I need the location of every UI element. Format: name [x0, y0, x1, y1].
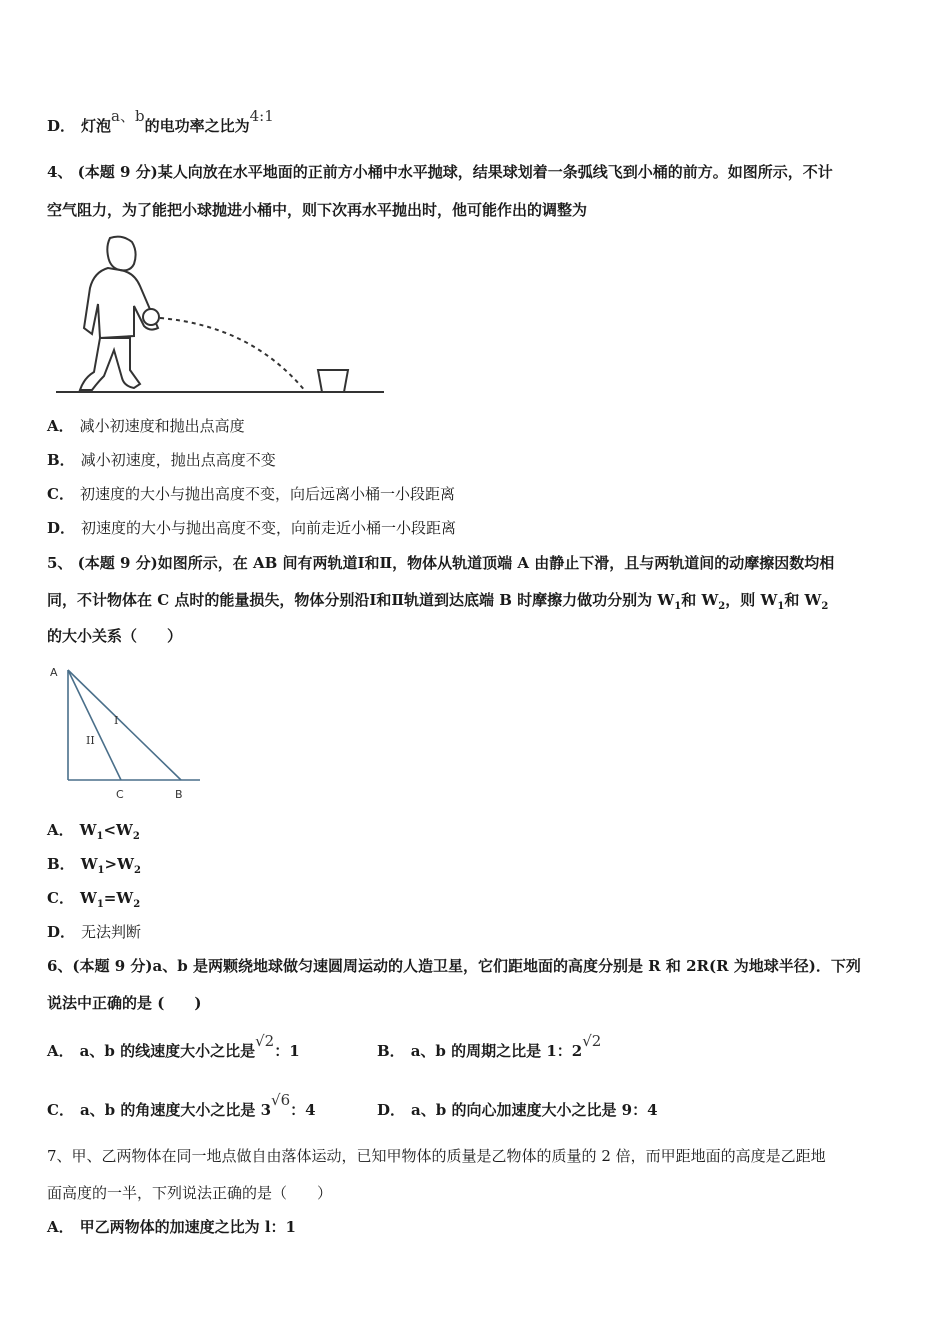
track-2-label: II — [86, 734, 95, 747]
sqrt-2-a: √2 — [255, 1032, 275, 1050]
q3-option-d: D． 灯泡a、b的电功率之比为4:1 — [47, 107, 274, 135]
q5-option-a: A． $W_1<W_2$ — [47, 821, 140, 842]
q6-stem-line2: 说法中正确的是 ( ) — [47, 994, 202, 1012]
q5-option-b: B． $W_1>W_2$ — [47, 855, 141, 876]
q7-option-a: A． 甲乙两物体的加速度之比为 l：1 — [47, 1218, 296, 1236]
sqrt-2-b: √2 — [582, 1032, 602, 1050]
q4-option-d: D． 初速度的大小与抛出高度不变，向前走近小桶一小段距离 — [47, 519, 457, 537]
q6-option-a: A． a、b 的线速度大小之比是√2：1 — [47, 1032, 300, 1060]
point-c-label: C — [116, 788, 124, 801]
q4-stem-line1: 4、 (本题 9 分)某人向放在水平地面的正前方小桶中水平抛球，结果球划着一条弧线飞到小桶的前方。如图所示，不计 — [47, 163, 833, 181]
q5-stem-line3: 的大小关系（ ） — [47, 627, 183, 645]
q7-stem-line1: 7、甲、乙两物体在同一地点做自由落体运动，已知甲物体的质量是乙物体的质量的 2 倍，而甲距地面的高度是乙距地 — [47, 1147, 826, 1165]
track-1-label: I — [114, 714, 119, 727]
q4-option-c: C． 初速度的大小与抛出高度不变，向后远离小桶一小段距离 — [47, 485, 455, 503]
sqrt-6: √6 — [271, 1091, 291, 1109]
q5-stem-line2: 同，不计物体在 C 点时的能量损失，物体分别沿Ⅰ和Ⅱ轨道到达底端 B 时摩擦力做功分别为 $W_1$和 $W_2$，则 $W_1$和 $W_2$ — [47, 591, 829, 612]
q5-option-d: D． 无法判断 — [47, 923, 142, 941]
q7-stem-line2: 面高度的一半，下列说法正确的是（ ） — [47, 1184, 333, 1202]
point-b-label: B — [175, 788, 183, 801]
q6-option-c: C． a、b 的角速度大小之比是 3√6：4 — [47, 1091, 316, 1119]
q3-ratio: 4:1 — [249, 107, 274, 125]
q3-ab-label: a、b — [111, 107, 145, 125]
thrower-figure — [52, 230, 388, 400]
q6-stem-line1: 6、(本题 9 分)a、b 是两颗绕地球做匀速圆周运动的人造卫星，它们距地面的高度分别是 R 和 2R(R 为地球半径)．下列 — [47, 957, 861, 975]
q6-option-b: B． a、b 的周期之比是 1：2√2 — [377, 1032, 602, 1060]
track-diagram — [44, 660, 208, 805]
q5-stem-line1: 5、 (本题 9 分)如图所示，在 AB 间有两轨道Ⅰ和Ⅱ，物体从轨道顶端 A 由静止下滑，且与两轨道间的动摩擦因数均相 — [47, 554, 835, 572]
q6-option-d: D． a、b 的向心加速度大小之比是 9：4 — [377, 1101, 658, 1119]
q4-stem-line2: 空气阻力，为了能把小球抛进小桶中，则下次再水平抛出时，他可能作出的调整为 — [47, 201, 588, 219]
q5-option-c: C． $W_1=W_2$ — [47, 889, 141, 910]
q4-option-a: A． 减小初速度和抛出点高度 — [47, 417, 245, 435]
q4-option-b: B． 减小初速度，抛出点高度不变 — [47, 451, 276, 469]
point-a-label: A — [50, 666, 58, 679]
